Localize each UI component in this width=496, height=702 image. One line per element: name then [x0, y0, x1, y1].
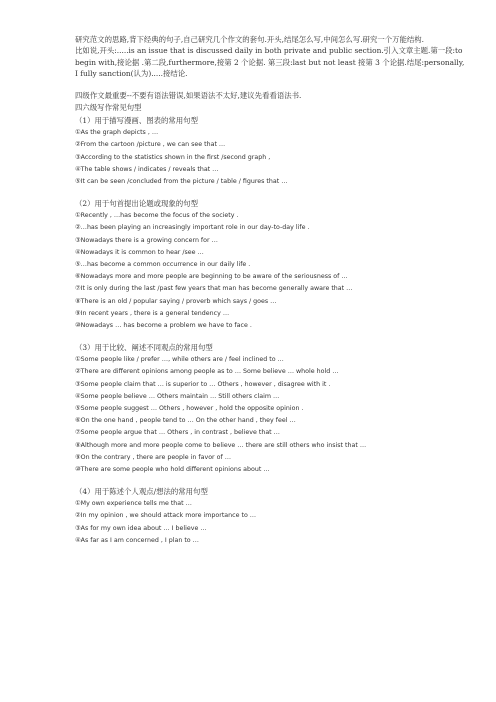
sentence-pattern: ①Recently , …has become the focus of the society . — [75, 212, 239, 220]
sentence-pattern: ④The table shows / indicates / reveals that … — [75, 165, 219, 173]
intro-paragraph-2: 比如说,开头:.....is an issue that is discussed daily in both private and public section.引入文章主题.第一段:to begin with,接论据 .第二段,furthermore,接第 2 个论据. 第三段:last but not least 接第 3 个论据.结尾:personally, I fully sanction(认为).....接结论. — [75, 46, 465, 78]
sentence-pattern: ①Some people like / prefer …, while others are / feel inclined to … — [75, 356, 284, 364]
sentence-pattern: ②There are different opinions among people as to … Some believe … whole hold … — [75, 368, 339, 376]
section-1 — [75, 114, 466, 188]
section-2 — [75, 197, 466, 332]
sentence-pattern: ①As the graph depicts , … — [75, 129, 159, 137]
sentence-pattern: ⑦It is only during the last /past few years that man has become generally aware that … — [75, 285, 353, 293]
section-4 — [75, 485, 466, 547]
sentence-pattern: ②From the cartoon /picture , we can see that … — [75, 141, 226, 149]
sentence-pattern: ⑨In recent years , there is a general tendency … — [75, 309, 230, 317]
sentence-pattern: ⑤…has become a common occurrence in our daily life . — [75, 261, 251, 269]
main-title: 四六级写作常见句型 — [75, 103, 142, 113]
sentence-pattern: ②…has been playing an increasingly important role in our day-to-day life . — [75, 224, 310, 232]
sentence-pattern: ⑧There is an old / popular saying / proverb which says / goes … — [75, 297, 277, 305]
sentence-pattern: ⑨On the contrary , there are people in favor of … — [75, 453, 232, 461]
sentence-pattern: ④Some people believe … Others maintain … Still others claim … — [75, 392, 280, 400]
sentence-pattern: ④Nowadays it is common to hear /see … — [75, 248, 204, 256]
sentence-pattern: ⑥On the one hand , people tend to … On the other hand , they feel … — [75, 417, 296, 425]
grammar-note: 四级作文最重要--不要有语法错误,如果语法不太好,建议先看看语法书. — [75, 91, 302, 101]
sentence-pattern: ⑤It can be seen /concluded from the picture / table / figures that … — [75, 178, 288, 185]
section-title: （1）用于描写漫画、图表的常用句型 — [75, 116, 198, 126]
sentence-pattern: ⑧Although more and more people come to believe … there are still others who insist that … — [75, 441, 367, 449]
sentence-pattern: ⑩Nowadays … has become a problem we have to face . — [75, 322, 252, 330]
sentence-pattern: ⑩There are some people who hold different opinions about … — [75, 466, 270, 474]
section-title: （2）用于句首提出论题或现象的句型 — [75, 199, 198, 209]
sentence-pattern: ③According to the statistics shown in the first /second graph , — [75, 153, 271, 161]
sentence-pattern: ③Nowadays there is a growing concern for … — [75, 236, 218, 244]
sentence-pattern: ②In my opinion , we should attack more importance to … — [75, 512, 257, 520]
sentence-pattern: ⑥Nowadays more and more people are beginning to be aware of the seriousness of … — [75, 273, 348, 281]
sentence-pattern: ④As far as I am concerned , I plan to … — [75, 536, 199, 544]
intro-paragraph-1: 研究范文的思路,背下经典的句子,自己研究几个作文的套句.开头,结尾怎么写,中间怎么写.研究一个万能结构. — [75, 35, 425, 44]
sentence-pattern: ⑤Some people suggest … Others , however , hold the opposite opinion . — [75, 405, 304, 413]
section-3 — [75, 341, 466, 476]
sentence-pattern: ③Some people claim that … is superior to … Others , however , disagree with it . — [75, 380, 331, 388]
sentence-pattern: ①My own experience tells me that … — [75, 500, 192, 508]
section-title: （3）用于比较、阐述不同观点的常用句型 — [75, 343, 213, 353]
sentence-pattern: ⑦Some people argue that … Others , in contrast , believe that … — [75, 429, 280, 437]
section-title: （4）用于陈述个人观点/想法的常用句型 — [75, 487, 208, 497]
sentence-pattern: ③As for my own idea about … I believe … — [75, 524, 207, 532]
